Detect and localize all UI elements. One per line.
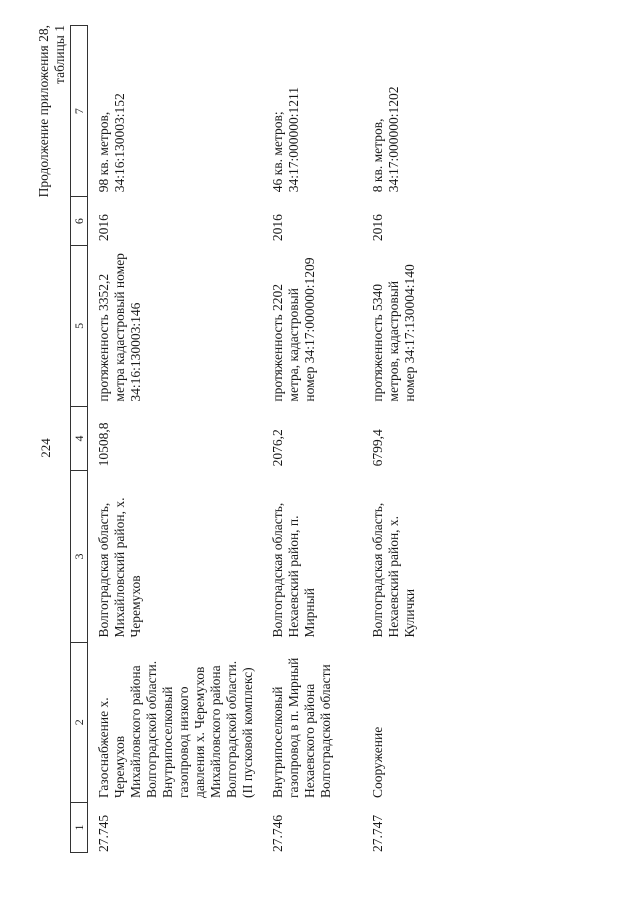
column-header: 2	[71, 642, 88, 803]
column-header: 1	[71, 803, 88, 853]
column-header: 4	[71, 406, 88, 471]
column-header: 6	[71, 197, 88, 246]
property-table	[70, 25, 462, 853]
object-address: Волгоградская область, Нехаевский район, п. Мирный	[262, 471, 362, 642]
object-year: 2016	[262, 197, 362, 246]
object-characteristics: протяженность 3352,2 метра кадастровый номер 34:16:130003:146	[88, 246, 263, 407]
object-characteristics: протяженность 5340 метров, кадастровый номер 34:17:130004:140	[362, 246, 462, 407]
land-plot: 98 кв. метров, 34:16:130003:152	[88, 26, 263, 197]
object-value: 2076,2	[262, 406, 362, 471]
column-number-row	[71, 26, 88, 853]
object-address: Волгоградская область, Михайловский район, х. Черемухов	[88, 471, 263, 642]
object-name: Газоснабжение х. Черемухов Михайловского района Волгоградской области. Внутрипоселковый газопровод низкого давления х. Черемухов Михайловского района Волгоградской области. (II пусковой комплекс)	[88, 642, 263, 803]
object-value: 10508,8	[88, 406, 263, 471]
column-header: 5	[71, 246, 88, 407]
page-number: 224	[37, 438, 53, 458]
object-characteristics: протяженность 2202 метра, кадастровый номер 34:17:000000:1209	[262, 246, 362, 407]
table-row	[262, 26, 362, 853]
table-row	[362, 26, 462, 853]
object-name: Сооружение	[362, 642, 462, 803]
object-year: 2016	[88, 197, 263, 246]
column-header: 7	[71, 26, 88, 197]
table-row	[88, 26, 263, 853]
land-plot: 8 кв. метров, 34:17:000000:1202	[362, 26, 462, 197]
object-name: Внутрипоселковый газопровод в п. Мирный Нехаевского района Волгоградской области	[262, 642, 362, 803]
appendix-heading: Продолжение приложения 28, таблицы 1	[36, 25, 67, 198]
row-number: 27.746	[262, 803, 362, 853]
row-number: 27.747	[362, 803, 462, 853]
land-plot: 46 кв. метров; 34:17:000000:1211	[262, 26, 362, 197]
object-value: 6799,4	[362, 406, 462, 471]
row-number: 27.745	[88, 803, 263, 853]
object-address: Волгоградская область, Нехаевский район, х. Кулички	[362, 471, 462, 642]
object-year: 2016	[362, 197, 462, 246]
column-header: 3	[71, 471, 88, 642]
